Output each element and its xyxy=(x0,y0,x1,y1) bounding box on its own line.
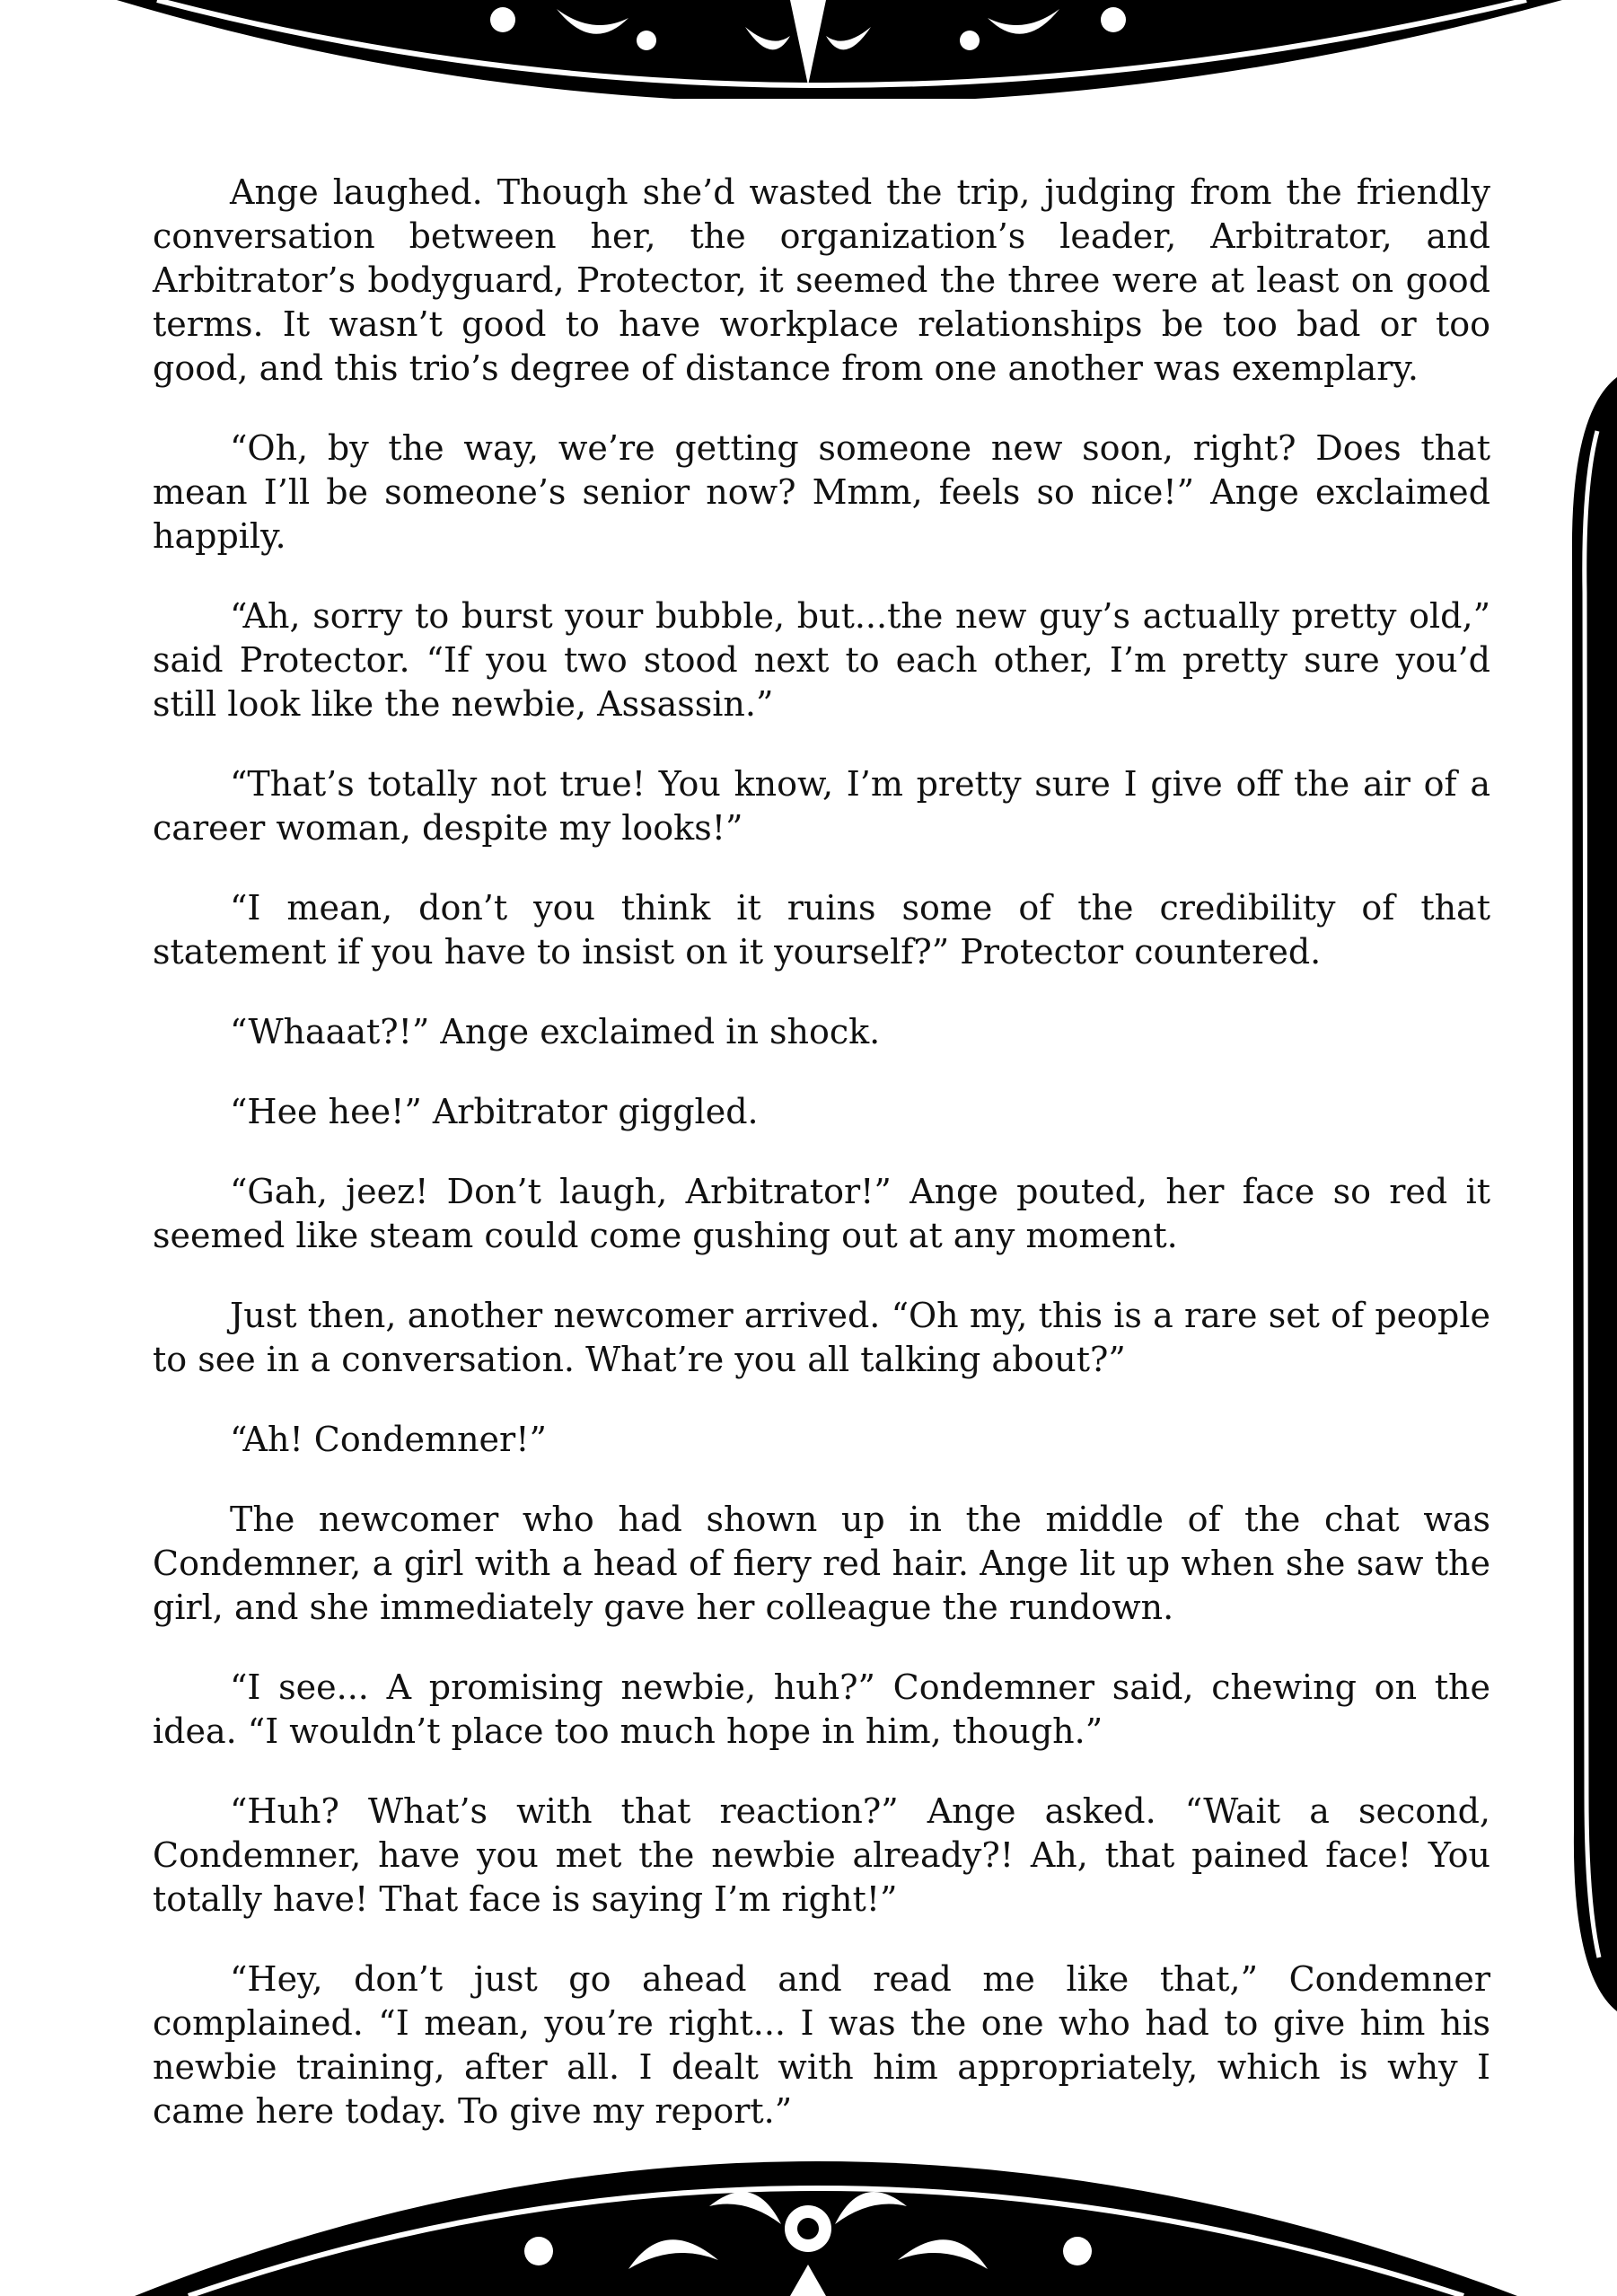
paragraph: Ange laughed. Though she’d wasted the trip, judging from the friendly conversation between her, the organization’s leader, Arbitrator, and Arbitrator’s bodyguard, Protector, it seemed the three were at least on good terms. It wasn’t good to have workplace relationships be too bad or too good, and this trio’s degree of distance from one another was exemplary. xyxy=(153,172,1490,388)
side-scroll-ornament xyxy=(1554,377,1617,2011)
paragraph: “I see... A promising newbie, huh?” Condemner said, chewing on the idea. “I wouldn’t place too much hope in him, though.” xyxy=(153,1667,1490,1751)
paragraph: “Whaaat?!” Ange exclaimed in shock. xyxy=(230,1012,881,1051)
paragraph: “Huh? What’s with that reaction?” Ange asked. “Wait a second, Condemner, have you met the newbie already?! Ah, that pained face! You totally have! That face is saying I’m right!” xyxy=(153,1791,1490,1919)
paragraph: “Ah, sorry to burst your bubble, but...the new guy’s actually pretty old,” said Protector. “If you two stood next to each other, I’m pretty sure you’d still look like the newbie, Assassin.” xyxy=(153,596,1490,724)
paragraph: “I mean, don’t you think it ruins some of the credibility of that statement if you have to insist on it yourself?” Protector countered. xyxy=(153,888,1490,972)
paragraph: The newcomer who had shown up in the middle of the chat was Condemner, a girl with a head of fiery red hair. Ange lit up when she saw the girl, and she immediately gave her colleague the rundown. xyxy=(153,1500,1490,1627)
paragraph: “That’s totally not true! You know, I’m pretty sure I give off the air of a career woman, despite my looks!” xyxy=(153,764,1490,848)
paragraph: “Oh, by the way, we’re getting someone new soon, right? Does that mean I’ll be someone’s senior now? Mmm, feels so nice!” Ange exclaimed happily. xyxy=(153,428,1490,556)
top-ornamental-border xyxy=(0,0,1617,99)
paragraph: Just then, another newcomer arrived. “Oh my, this is a rare set of people to see in a conversation. What’re you all talking about?” xyxy=(153,1296,1490,1379)
paragraph: “Hee hee!” Arbitrator giggled. xyxy=(230,1092,759,1131)
paragraph: “Ah! Condemner!” xyxy=(230,1420,547,1459)
paragraph: “Hey, don’t just go ahead and read me like that,” Condemner complained. “I mean, you’re right... I was the one who had to give him his newbie training, after all. I dealt with him appropriately, which is why I came here today. To give my report.” xyxy=(153,1959,1490,2131)
paragraph: “Gah, jeez! Don’t laugh, Arbitrator!” Ange pouted, her face so red it seemed like steam could come gushing out at any moment. xyxy=(153,1172,1490,1255)
page-text xyxy=(153,171,1490,2169)
